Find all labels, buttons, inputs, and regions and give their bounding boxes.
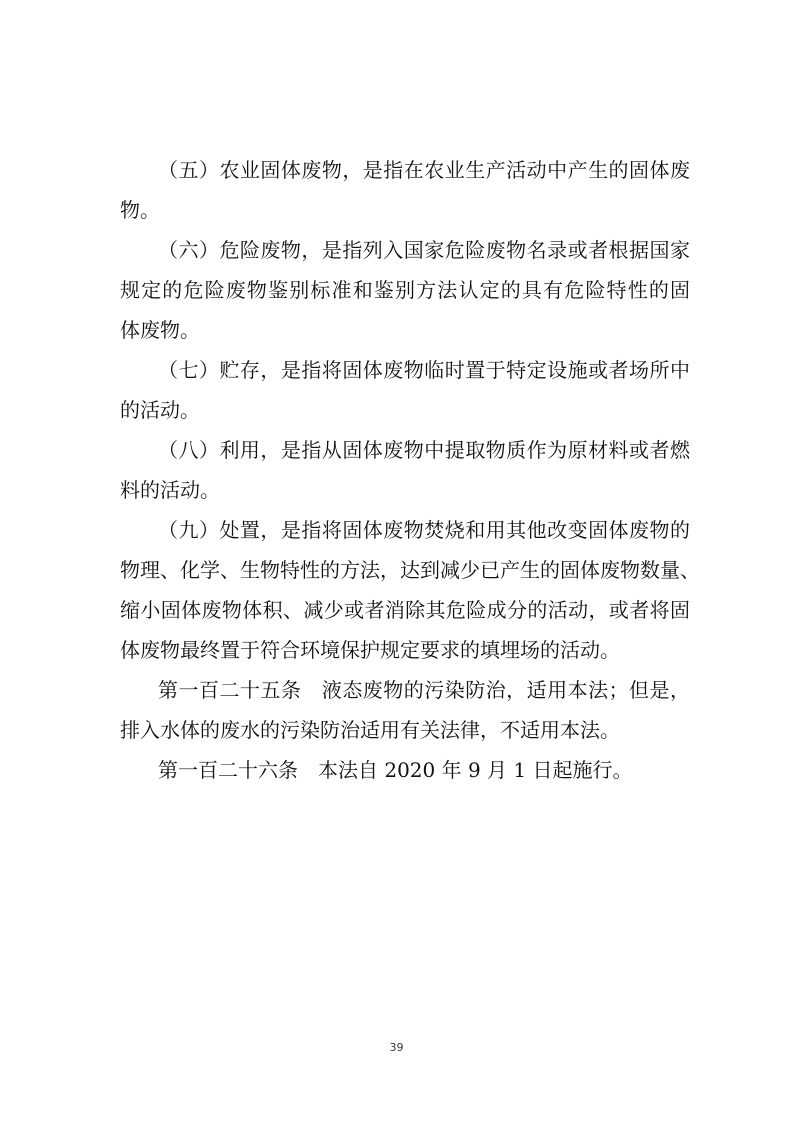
paragraph-line: 体废物最终置于符合环境保护规定要求的填埋场的活动。: [120, 638, 620, 662]
article-line: 第一百二十五条 液态废物的污染防治，适用本法；但是，: [158, 678, 690, 702]
article-line: 排入水体的废水的污染防治适用有关法律，不适用本法。: [120, 718, 620, 742]
paragraph-line: （九）处置，是指将固体废物焚烧和用其他改变固体废物的: [158, 518, 690, 542]
page-number: 39: [389, 1041, 404, 1054]
paragraph-line: 体废物。: [120, 318, 200, 342]
paragraph-line: 料的活动。: [120, 478, 220, 502]
paragraph-line: 物理、化学、生物特性的方法，达到减少已产生的固体废物数量、: [120, 558, 700, 582]
paragraph-line: （六）危险废物，是指列入国家危险废物名录或者根据国家: [158, 238, 690, 262]
paragraph-line: 物。: [120, 198, 160, 222]
paragraph-line: （八）利用，是指从固体废物中提取物质作为原材料或者燃: [158, 438, 690, 462]
paragraph-line: （五）农业固体废物，是指在农业生产活动中产生的固体废: [158, 158, 690, 182]
paragraph-line: 的活动。: [120, 398, 200, 422]
article-line: 第一百二十六条 本法自 2020 年 9 月 1 日起施行。: [158, 758, 633, 782]
paragraph-line: （七）贮存，是指将固体废物临时置于特定设施或者场所中: [158, 358, 690, 382]
paragraph-line: 缩小固体废物体积、减少或者消除其危险成分的活动，或者将固: [120, 598, 690, 622]
paragraph-line: 规定的危险废物鉴别标准和鉴别方法认定的具有危险特性的固: [120, 278, 690, 302]
